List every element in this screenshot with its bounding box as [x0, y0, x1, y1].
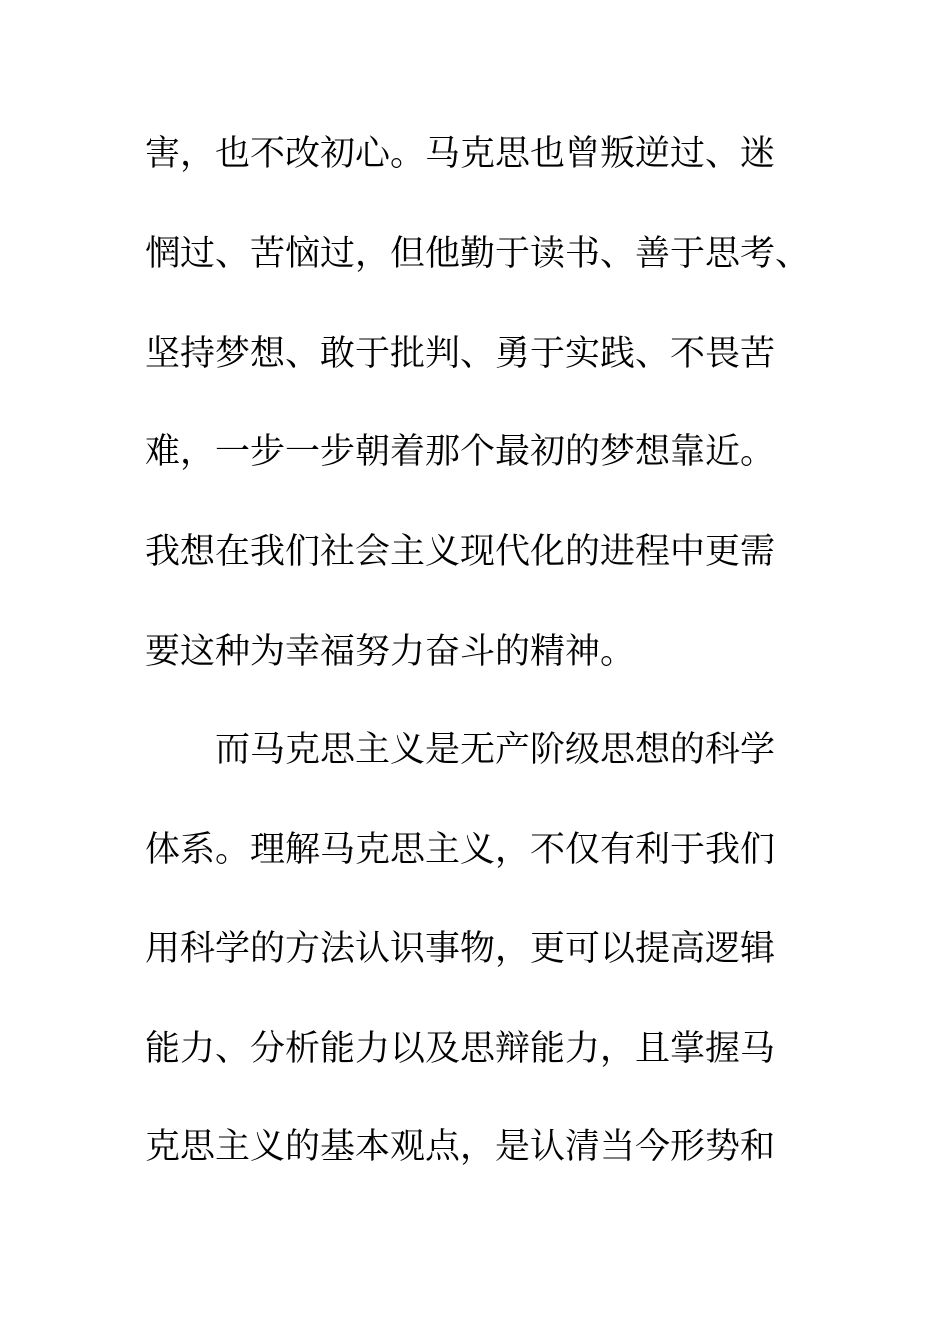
text-line: 体系。理解马克思主义，不仅有利于我们 [145, 830, 776, 870]
text-line: 害，也不改初心。马克思也曾叛逆过、迷 [145, 134, 776, 174]
text-line: 难，一步一步朝着那个最初的梦想靠近。 [145, 432, 776, 472]
text-line: 我想在我们社会主义现代化的进程中更需 [145, 532, 776, 572]
text-line: 用科学的方法认识事物，更可以提高逻辑 [145, 929, 776, 969]
text-line: 惘过、苦恼过，但他勤于读书、善于思考、 [145, 234, 811, 274]
text-line: 坚持梦想、敢于批判、勇于实践、不畏苦 [145, 334, 776, 374]
text-line: 要这种为幸福努力奋斗的精神。 [145, 632, 636, 672]
paragraph-start-line: 而马克思主义是无产阶级思想的科学 [215, 730, 776, 770]
text-line: 克思主义的基本观点，是认清当今形势和 [145, 1127, 776, 1167]
text-line: 能力、分析能力以及思辩能力，且掌握马 [145, 1029, 776, 1069]
